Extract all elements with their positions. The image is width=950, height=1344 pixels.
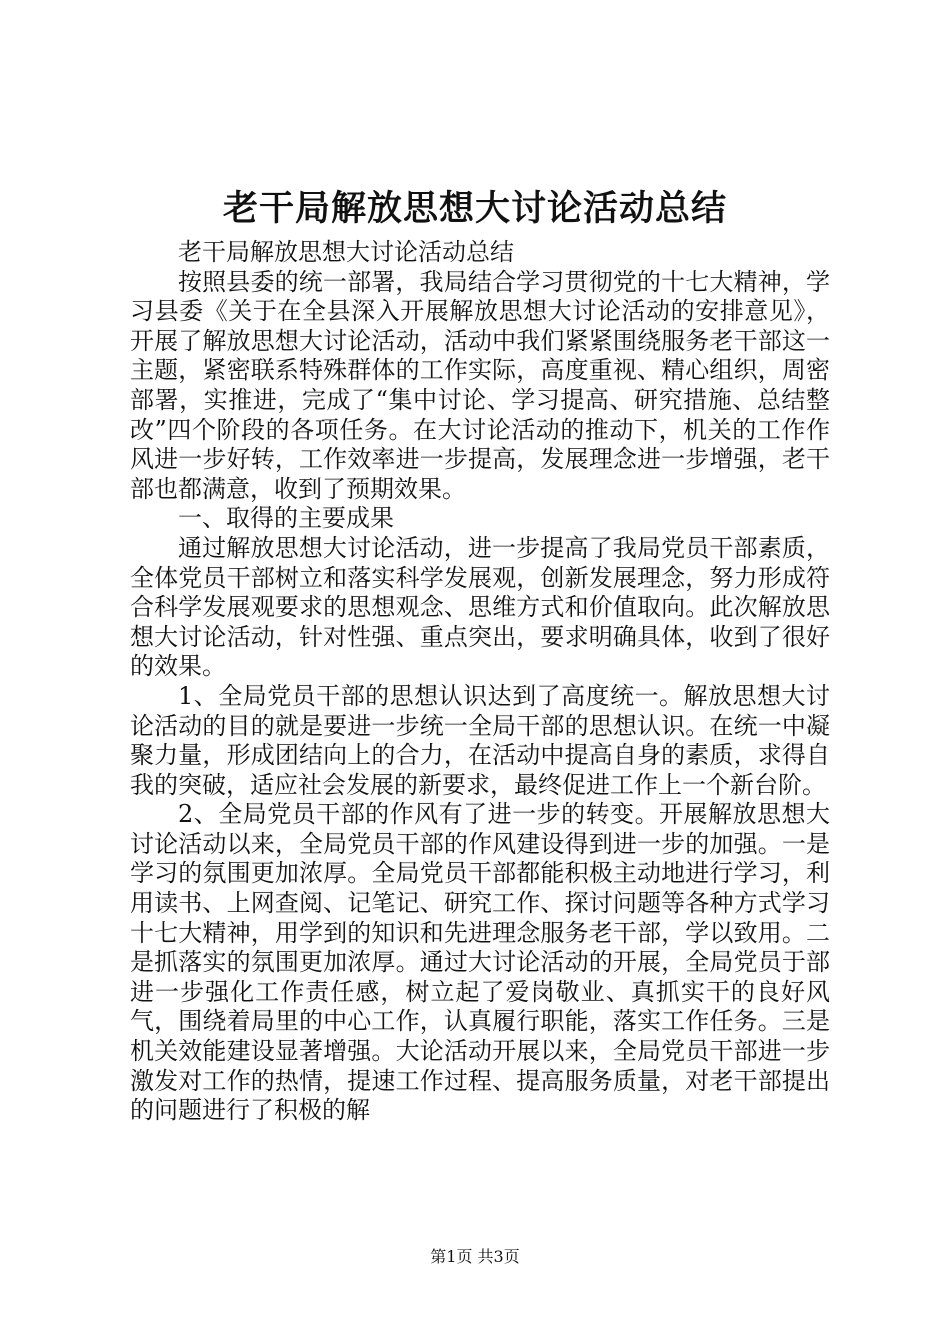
page-footer: 第1页 共3页 [430,1247,520,1266]
document-body [130,238,830,1126]
paragraph-subtitle: 老干局解放思想大讨论活动总结 [178,238,514,266]
paragraph-results: 通过解放思想大讨论活动，进一步提高了我局党员干部素质，全体党员干部树立和落实科学发展观，创新发展理念，努力形成符合科学发展观要求的思想观念、思维方式和价值取向。此次解放思想大讨论活动，针对性强、重点突出，要求明确具体，收到了很好的效果。 [130,533,830,681]
paragraph-point-1: 1、全局党员干部的思想认识达到了高度统一。解放思想大讨论活动的目的就是要进一步统一全局干部的思想认识。在统一中凝聚力量，形成团结向上的合力，在活动中提高自身的素质，求得自我的突破，适应社会发展的新要求，最终促进工作上一个新台阶。 [130,681,830,799]
document-title: 老干局解放思想大讨论活动总结 [222,188,727,229]
section-heading: 一、取得的主要成果 [178,504,394,533]
paragraph-point-2: 2、全局党员干部的作风有了进一步的转变。开展解放思想大讨论活动以来，全局党员干部的作风建设得到进一步的加强。一是学习的氛围更加浓厚。全局党员干部都能积极主动地进行学习，利用读书、上网查阅、记笔记、研究工作、探讨问题等各种方式学习十七大精神，用学到的知识和先进理念服务老干部，学以致用。二是抓落实的氛围更加浓厚。通过大讨论活动的开展，全局党员于部进一步强化工作责任感，树立起了爱岗敬业、真抓实干的良好风气，围绕着局里的中心工作，认真履行职能，落实工作任务。三是机关效能建设显著增强。大论活动开展以来，全局党员干部进一步激发对工作的热情，提速工作过程、提高服务质量，对老干部提出的问题进行了积极的解 [130,800,830,1125]
paragraph-intro: 按照县委的统一部署，我局结合学习贯彻党的十七大精神，学习县委《关于在全县深入开展解放思想大讨论活动的安排意见》，开展了解放思想大讨论活动，活动中我们紧紧围绕服务老干部这一主题，紧密联系特殊群体的工作实际，高度重视、精心组织，周密部署，实推进，完成了“集中讨论、学习提高、研究措施、总结整改”四个阶段的各项任务。在大讨论活动的推动下，机关的工作作风进一步好转，工作效率进一步提高，发展理念进一步增强，老干部也都满意，收到了预期效果。 [130,267,830,503]
